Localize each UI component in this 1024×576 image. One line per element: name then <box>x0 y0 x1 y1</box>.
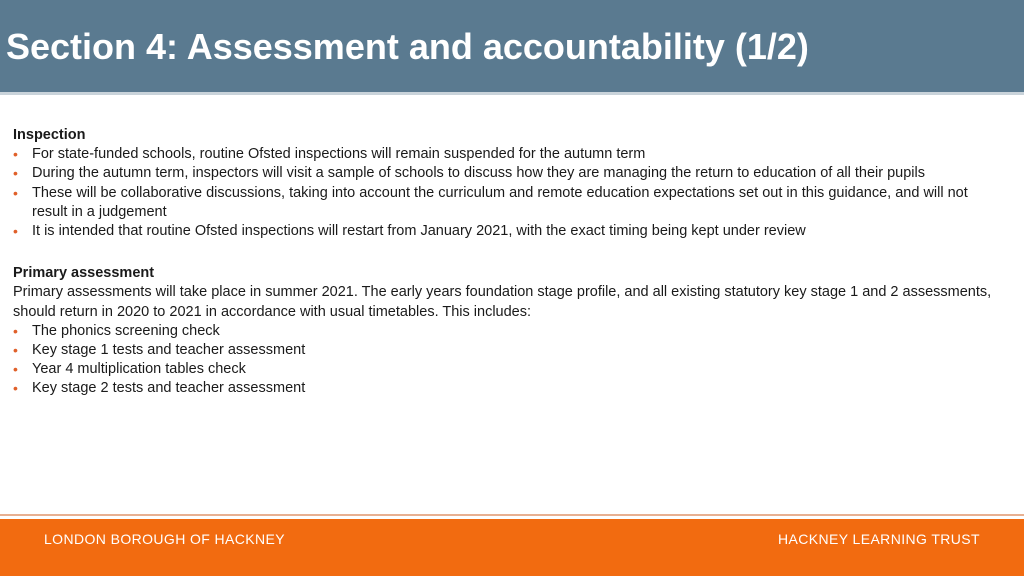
list-item <box>13 184 1003 222</box>
primary-assessment-heading: Primary assessment <box>13 265 155 282</box>
list-item <box>13 341 1003 360</box>
list-item <box>13 322 1003 341</box>
bullet-icon: • <box>13 223 18 240</box>
bullet-icon: • <box>13 361 18 378</box>
bullet-icon: • <box>13 322 18 339</box>
list-item-text: Key stage 1 tests and teacher assessment <box>32 342 306 359</box>
list-item <box>13 164 1003 183</box>
footer-divider <box>0 514 1024 516</box>
footer-org-right: HACKNEY LEARNING TRUST <box>778 531 980 547</box>
list-item <box>13 360 1003 379</box>
list-item-text: During the autumn term, inspectors will visit a sample of schools to discuss how they are managing the return to education of all their pupils <box>32 165 926 182</box>
list-item-text: For state-funded schools, routine Ofsted inspections will remain suspended for the autumn term <box>32 146 646 163</box>
inspection-heading: Inspection <box>13 127 86 143</box>
bullet-icon: • <box>13 184 18 201</box>
section-spacer <box>13 241 1003 264</box>
title-bar <box>0 0 1024 92</box>
footer-bar <box>0 519 1024 576</box>
list-item-text: The phonics screening check <box>32 322 220 339</box>
list-item-text: Year 4 multiplication tables check <box>32 361 246 378</box>
list-item <box>13 222 1003 241</box>
page-title: Section 4: Assessment and accountability (1/2) <box>6 26 809 67</box>
footer-org-left: LONDON BOROUGH OF HACKNEY <box>44 531 286 547</box>
bullet-icon: • <box>13 342 18 359</box>
list-item-text: These will be collaborative discussions, taking into account the curriculum and remote education expectations set out in this guidance, and will not result in a judgement <box>32 184 968 220</box>
bullet-icon: • <box>13 165 18 182</box>
bullet-icon: • <box>13 380 18 397</box>
title-divider <box>0 92 1024 95</box>
list-item-text: Key stage 2 tests and teacher assessment <box>32 380 306 397</box>
slide-content <box>13 126 1003 399</box>
list-item <box>13 379 1003 398</box>
list-item-text: It is intended that routine Ofsted inspections will restart from January 2021, with the exact timing being kept under review <box>32 223 806 240</box>
primary-assessment-list <box>13 322 1003 399</box>
list-item <box>13 145 1003 164</box>
primary-assessment-paragraph: Primary assessments will take place in summer 2021. The early years foundation stage profile, and all existing statutory key stage 1 and 2 assessments, should return in 2020 to 2021 in accordance with usual timetables. This includes: <box>13 284 992 320</box>
inspection-list <box>13 145 1003 241</box>
bullet-icon: • <box>13 146 18 163</box>
